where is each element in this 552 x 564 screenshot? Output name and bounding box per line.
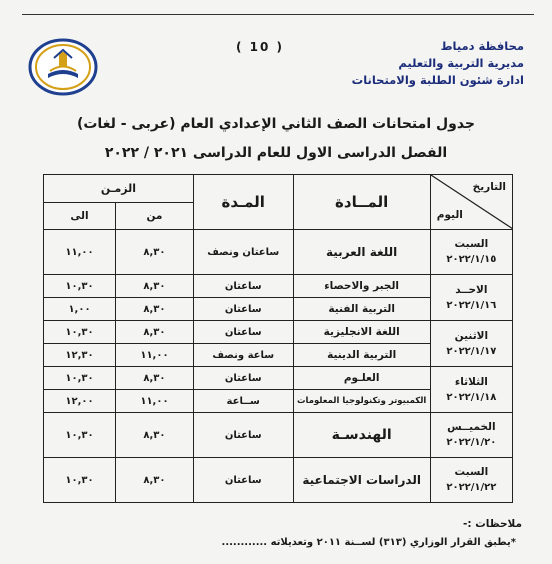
from-time-cell: ٨,٣٠: [116, 321, 194, 344]
header-date: التاريخ: [472, 181, 506, 193]
day-cell: [430, 230, 512, 275]
duration-cell: ساعتان: [193, 275, 293, 298]
day-cell: [430, 275, 512, 321]
table-row: [44, 230, 513, 275]
duration-cell: ساعتان ونصف: [193, 230, 293, 275]
subject-cell: التربية الفنية: [293, 298, 430, 321]
subject-cell: الهندسـة: [293, 413, 430, 458]
from-time-cell: ٨,٣٠: [116, 275, 194, 298]
page-number: ( 10 ): [236, 40, 285, 54]
day-cell: [430, 321, 512, 367]
from-time-cell: ٨,٣٠: [116, 298, 194, 321]
exam-date: ٢٠٢٢/١/١٦: [446, 299, 497, 311]
day-cell: [430, 367, 512, 413]
table-row: [44, 367, 513, 390]
exam-date: ٢٠٢٢/١/١٨: [446, 391, 497, 403]
header-day: اليوم: [436, 209, 463, 221]
to-time-cell: ١٠,٣٠: [44, 275, 116, 298]
header-date-day-cell: [430, 175, 512, 230]
header-subject: المــادة: [293, 175, 430, 230]
ministerial-decree-note: *يطبق القرار الوزاري (٣١٣) لســنة ٢٠١١ وتعديلاته ............: [221, 537, 516, 548]
day-name: السبت: [454, 466, 489, 478]
duration-cell: ساعتان: [193, 458, 293, 503]
subject-cell: التربية الدينية: [293, 344, 430, 367]
header-duration: المـدة: [193, 175, 293, 230]
exam-date: ٢٠٢٢/١/٢٢: [446, 482, 497, 493]
day-name: الثلاثاء: [454, 375, 488, 388]
to-time-cell: ١٠,٣٠: [44, 413, 116, 458]
to-time-cell: ١,٠٠: [44, 298, 116, 321]
day-cell: [430, 413, 512, 458]
subject-cell: الكمبيوتر وتكنولوجيا المعلومات: [293, 390, 430, 413]
day-name: الاثنين: [454, 329, 489, 342]
to-time-cell: ١٠,٣٠: [44, 321, 116, 344]
header-to: الى: [44, 202, 116, 230]
day-name: الاحــد: [455, 283, 488, 296]
table-row: [44, 321, 513, 344]
header-time: الزمـن: [44, 175, 194, 203]
header-from: من: [116, 202, 194, 230]
ministry-header: [352, 38, 524, 89]
table-row: [44, 275, 513, 298]
to-time-cell: ١٠,٣٠: [44, 458, 116, 503]
from-time-cell: ١١,٠٠: [116, 344, 194, 367]
to-time-cell: ١٠,٣٠: [44, 367, 116, 390]
from-time-cell: ٨,٣٠: [116, 230, 194, 275]
subject-cell: الجبر والاحصاء: [293, 275, 430, 298]
from-time-cell: ٨,٣٠: [116, 413, 194, 458]
subject-cell: العلـوم: [293, 367, 430, 390]
exam-date: ٢٠٢٢/١/١٥: [446, 254, 497, 265]
subject-cell: الدراسات الاجتماعية: [293, 458, 430, 503]
table-row: [44, 458, 513, 503]
exam-date: ٢٠٢٢/١/٢٠: [446, 437, 497, 448]
to-time-cell: ١٢,٠٠: [44, 390, 116, 413]
duration-cell: ساعتان: [193, 367, 293, 390]
duration-cell: ساعتان: [193, 298, 293, 321]
to-time-cell: ١١,٠٠: [44, 230, 116, 275]
day-name: السبت: [454, 238, 489, 250]
header-governorate: محافظة دمياط: [440, 39, 524, 53]
subject-cell: اللغة العربية: [293, 230, 430, 275]
day-name: الخميــس: [447, 421, 496, 433]
top-border-line: [22, 14, 534, 15]
table-row: [44, 413, 513, 458]
subject-cell: اللغة الانجليزية: [293, 321, 430, 344]
duration-cell: ســاعة: [193, 390, 293, 413]
duration-cell: ساعتان: [193, 321, 293, 344]
from-time-cell: ١١,٠٠: [116, 390, 194, 413]
schedule-subtitle: الفصل الدراسى الاول للعام الدراسى ٢٠٢١ / ٢٠٢٢: [104, 145, 448, 161]
from-time-cell: ٨,٣٠: [116, 458, 194, 503]
notes-label: ملاحظات :-: [463, 518, 522, 530]
exam-schedule-table: [43, 174, 513, 503]
header-administration: ادارة شئون الطلبة والامتحانات: [351, 73, 524, 87]
ministry-logo: [28, 38, 98, 96]
duration-cell: ساعتان: [193, 413, 293, 458]
duration-cell: ساعة ونصف: [193, 344, 293, 367]
day-cell: [430, 458, 512, 503]
header-directorate: مديرية التربية والتعليم: [398, 56, 524, 70]
exam-date: ٢٠٢٢/١/١٧: [446, 345, 497, 357]
schedule-title: جدول امتحانات الصف الثاني الإعدادي العام (عربى - لغات): [76, 116, 476, 132]
from-time-cell: ٨,٣٠: [116, 367, 194, 390]
to-time-cell: ١٢,٣٠: [44, 344, 116, 367]
